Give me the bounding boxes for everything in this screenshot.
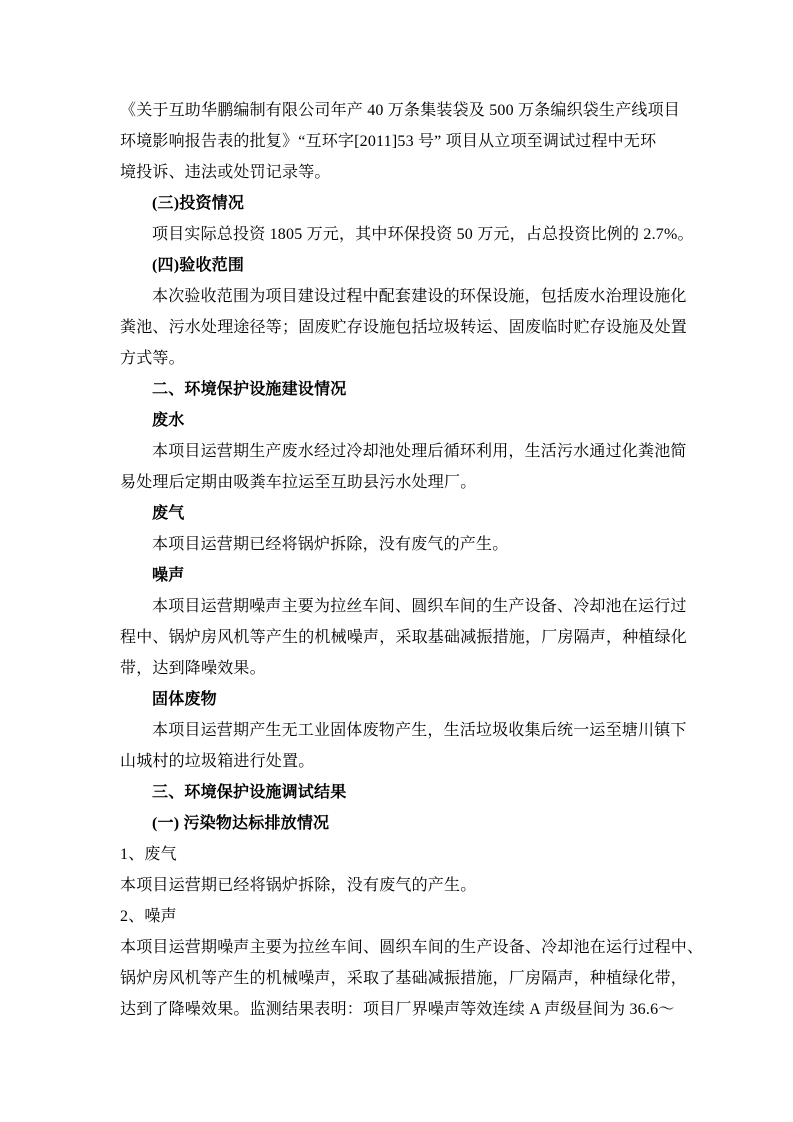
paragraph-wastewater-line: 本项目运营期生产废水经过冷却池处理后循环利用，生活污水通过化粪池简 xyxy=(152,443,687,460)
paragraph-investment-line: 项目实际总投资 1805 万元，其中环保投资 50 万元，占总投资比例的 2.7%。 xyxy=(152,226,694,243)
paragraph-acceptance-scope-line: 本次验收范围为项目建设过程中配套建设的环保设施，包括废水治理设施化 xyxy=(152,288,687,305)
paragraph-approval-reference-line: 《关于互助华鹏编制有限公司年产 40 万条集装袋及 500 万条编织袋生产线项目 xyxy=(120,102,681,119)
paragraph-noise-result-line: 锅炉房风机等产生的机械噪声，采取了基础减振措施，厂房隔声，种植绿化带， xyxy=(120,970,688,987)
paragraph-waste-gas-line: 本项目运营期已经将锅炉拆除，没有废气的产生。 xyxy=(152,536,509,553)
heading-pollutant-discharge: (一) 污染物达标排放情况 xyxy=(152,815,330,832)
heading-investment-status: (三)投资情况 xyxy=(152,195,245,212)
heading-section-3-debug-results: 三、环境保护设施调试结果 xyxy=(152,784,347,801)
paragraph-wastewater-line: 易处理后定期由吸粪车拉运至互助县污水处理厂。 xyxy=(120,474,477,491)
heading-waste-gas: 废气 xyxy=(152,505,185,522)
paragraph-noise-line: 本项目运营期噪声主要为拉丝车间、圆织车间的生产设备、冷却池在运行过 xyxy=(152,598,687,615)
paragraph-solid-waste-line: 本项目运营期产生无工业固体废物产生，生活垃圾收集后统一运至塘川镇下 xyxy=(152,722,687,739)
paragraph-noise-line: 程中、锅炉房风机等产生的机械噪声，采取基础减振措施，厂房隔声，种植绿化 xyxy=(120,629,688,646)
paragraph-solid-waste-line: 山城村的垃圾箱进行处置。 xyxy=(120,753,315,770)
paragraph-noise-result-line: 达到了降噪效果。监测结果表明：项目厂界噪声等效连续 A 声级昼间为 36.6～ xyxy=(120,1001,675,1018)
paragraph-waste-gas-result-line: 本项目运营期已经将锅炉拆除，没有废气的产生。 xyxy=(120,877,477,894)
subheading-noise-item: 2、噪声 xyxy=(120,908,177,925)
heading-acceptance-scope: (四)验收范围 xyxy=(152,257,245,274)
subheading-waste-gas-item: 1、废气 xyxy=(120,846,177,863)
heading-solid-waste: 固体废物 xyxy=(152,691,217,708)
paragraph-noise-result-line: 本项目运营期噪声主要为拉丝车间、圆织车间的生产设备、冷却池在运行过程中、 xyxy=(120,939,704,956)
paragraph-noise-line: 带，达到降噪效果。 xyxy=(120,660,266,677)
paragraph-acceptance-scope-line: 粪池、污水处理途径等；固废贮存设施包括垃圾转运、固废临时贮存设施及处置 xyxy=(120,319,688,336)
heading-wastewater: 废水 xyxy=(152,412,185,429)
heading-noise: 噪声 xyxy=(152,567,185,584)
paragraph-approval-reference-line: 境投诉、违法或处罚记录等。 xyxy=(120,164,331,181)
heading-section-2-construction: 二、环境保护设施建设情况 xyxy=(152,381,347,398)
paragraph-acceptance-scope-line: 方式等。 xyxy=(120,350,185,367)
paragraph-approval-reference-line: 环境影响报告表的批复》“互环字[2011]53 号” 项目从立项至调试过程中无环 xyxy=(120,133,657,150)
